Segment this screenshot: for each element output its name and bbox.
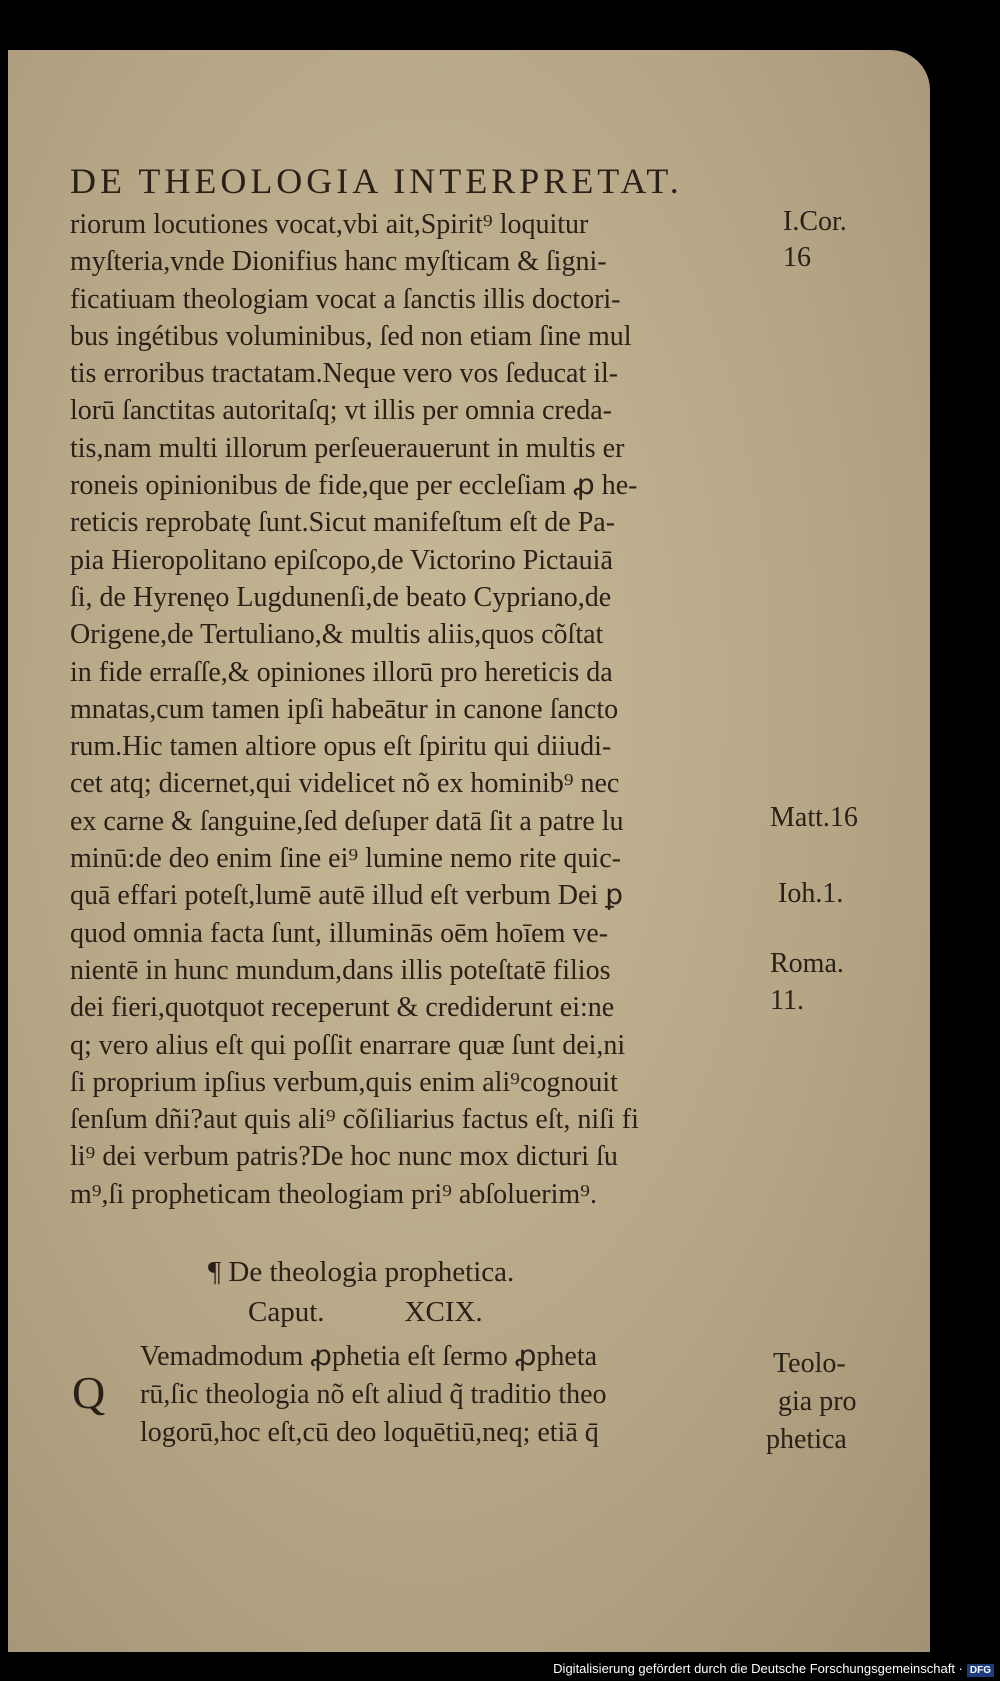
text-line: in fide erraſſe,& opiniones illorū pro hereticis da	[70, 656, 613, 688]
main-text-block	[70, 206, 770, 1213]
text-line: myſteria,vnde Dionifius hanc myſticam & ſigni-	[70, 246, 607, 278]
text-line: li⁹ dei verbum patris?De hoc nunc mox dicturi ſu	[70, 1141, 618, 1173]
margin-note-phetica: phetica	[766, 1424, 847, 1455]
running-header: DE THEOLOGIA INTERPRETAT.	[70, 161, 683, 201]
margin-note-gia: gia pro	[778, 1386, 857, 1417]
text-line: minū:de deo enim ſine ei⁹ lumine nemo rite quic-	[70, 843, 621, 875]
margin-note-roma: Roma.	[770, 948, 844, 979]
text-line: ſenſum dñi?aut quis ali⁹ cõſiliarius factus eſt, niſi fi	[70, 1104, 639, 1136]
text-line: cet atq; dicernet,qui videlicet nõ ex hominib⁹ nec	[70, 768, 620, 800]
margin-note-teolo: Teolo-	[773, 1348, 846, 1379]
text-line: mnatas,cum tamen ipſi habeātur in canone ſancto	[70, 693, 619, 725]
text-line: dei fieri,quotquot receperunt & crediderunt ei:ne	[70, 992, 615, 1024]
margin-note-roma-num: 11.	[770, 985, 804, 1016]
margin-note-matt: Matt.16	[770, 802, 858, 833]
dfg-logo: DFG	[967, 1664, 994, 1677]
text-line: Vemadmodum ꝓphetia eſt ſermo ꝓpheta	[140, 1341, 598, 1372]
text-line: q; vero alius eſt qui poſſit enarrare quæ ſunt dei,ni	[70, 1029, 626, 1061]
text-line: logorū,hoc eſt,cū deo loquētiū,neq; etiā q̄	[140, 1417, 599, 1448]
book-page	[8, 50, 930, 1652]
chapter-heading	[248, 1296, 563, 1329]
text-line: quā effari poteſt,lumē autē illud eſt verbum Dei ꝑ	[70, 880, 623, 912]
text-line: bus ingétibus voluminibus, ſed non etiam ſine mul	[70, 320, 632, 352]
margin-note-cor-num: 16	[783, 242, 811, 273]
drop-cap: Q	[72, 1367, 106, 1418]
digitization-footer	[553, 1661, 994, 1677]
text-line: rum.Hic tamen altiore opus eſt ſpiritu qui diiudi-	[70, 731, 612, 763]
text-line: pia Hieropolitano epiſcopo,de Victorino Pictauiā	[70, 544, 613, 576]
text-line: roneis opinionibus de fide,que per eccleſiam ꝓ he-	[70, 470, 638, 502]
text-line: quod omnia facta ſunt, illuminās oēm hoīem ve-	[70, 917, 609, 949]
text-line: reticis reprobatę ſunt.Sicut manifeſtum eſt de Pa-	[70, 507, 616, 539]
text-line: nientē in hunc mundum,dans illis poteſtatē filios	[70, 954, 611, 986]
text-line: m⁹,ſi propheticam theologiam pri⁹ abſoluerim⁹.	[70, 1178, 597, 1210]
text-line: riorum locutiones vocat,vbi ait,Spirit⁹ loquitur	[70, 209, 589, 240]
text-line: Origene,de Tertuliano,& multis aliis,quos cõſtat	[70, 619, 604, 651]
text-line: rū,ſic theologia nõ eſt aliud q̃ traditio theo	[140, 1379, 607, 1410]
chapter-label: Caput.	[248, 1296, 325, 1328]
text-line: ſi proprium ipſius verbum,quis enim ali⁹cognouit	[70, 1066, 618, 1098]
footer-text: Digitalisierung gefördert durch die Deutsche Forschungsgemeinschaft ·	[553, 1661, 963, 1676]
chapter-title: ¶ De theologia prophetica.	[208, 1256, 515, 1288]
chapter-number: XCIX.	[404, 1296, 483, 1328]
text-line: ex carne & ſanguine,ſed deſuper datā ſit a patre lu	[70, 805, 624, 837]
text-line: lorū ſanctitas autoritaſq; vt illis per omnia creda-	[70, 395, 612, 427]
text-line: tis,nam multi illorum perſeuerauerunt in multis er	[70, 432, 625, 464]
text-line: ficatiuam theologiam vocat a ſanctis illis doctori-	[70, 283, 621, 315]
chapter-text-block	[70, 1338, 770, 1452]
text-line: ſi, de Hyrenęo Lugdunenſi,de beato Cypriano,de	[70, 581, 612, 613]
margin-note-cor: I.Cor.	[783, 206, 847, 237]
margin-note-ioh: Ioh.1.	[778, 878, 844, 909]
text-line: tis erroribus tractatam.Neque vero vos ſeducat il-	[70, 358, 619, 390]
